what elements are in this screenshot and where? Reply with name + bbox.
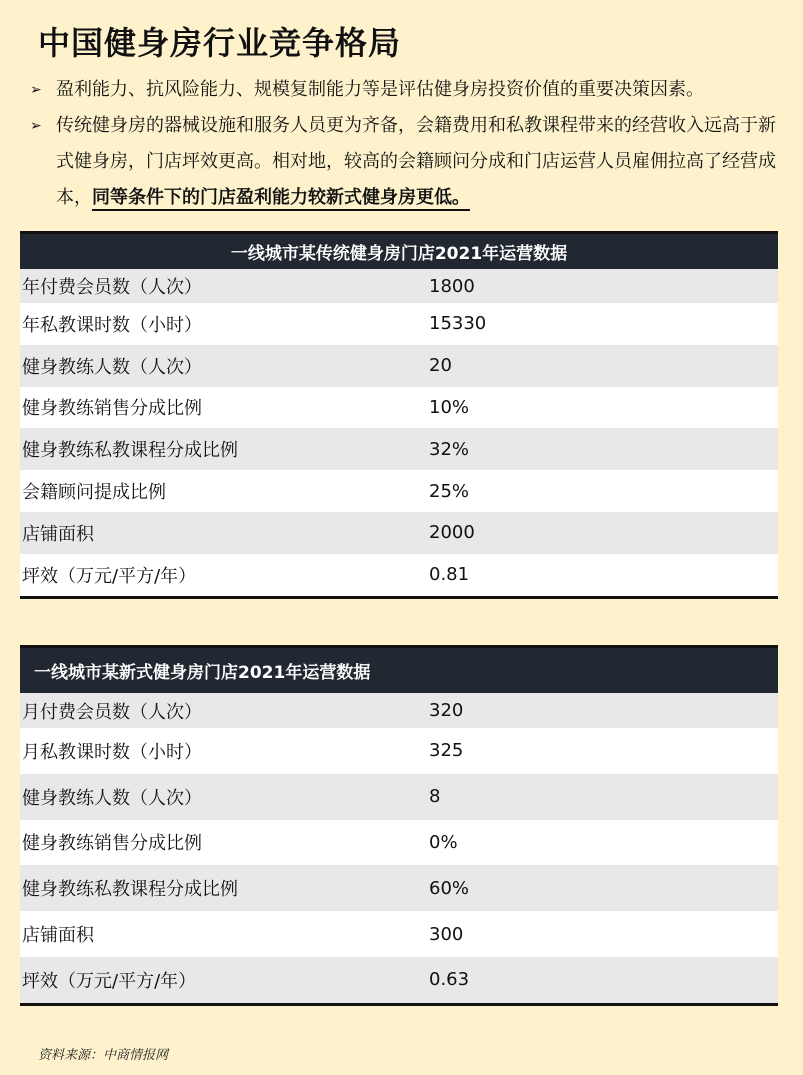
row-label: 坪效（万元/平方/年） xyxy=(22,970,197,992)
row-label: 月私教课时数（小时） xyxy=(22,741,202,763)
arrow-bullet-icon: ➢ xyxy=(30,82,42,98)
table-row xyxy=(20,470,778,512)
table-row xyxy=(20,911,778,957)
row-label: 月付费会员数（人次） xyxy=(22,701,202,723)
row-value: 15330 xyxy=(429,313,487,335)
row-label: 年私教课时数（小时） xyxy=(22,314,202,336)
table-header: 一线城市某新式健身房门店2021年运营数据 xyxy=(20,645,778,693)
bullet-text-2: 传统健身房的器械设施和服务人员更为齐备，会籍费用和私教课程带来的经营收入远高于新式健身房，门店坪效更高。相对地，较高的会籍顾问分成和门店运营人员雇佣拉高了经营成本， xyxy=(56,115,776,208)
row-value: 1800 xyxy=(429,275,475,297)
row-label: 店铺面积 xyxy=(22,925,94,947)
row-value: 32% xyxy=(429,438,470,460)
bullet-item-2 xyxy=(30,108,790,216)
table-row xyxy=(20,693,778,728)
row-value: 8 xyxy=(429,786,441,808)
table-body xyxy=(20,693,778,1003)
page-title: 中国健身房行业竞争格局 xyxy=(38,24,402,62)
row-label: 健身教练销售分成比例 xyxy=(22,398,202,420)
row-label: 健身教练私教课程分成比例 xyxy=(22,440,238,462)
bullet-item-1 xyxy=(30,72,790,108)
row-value: 0% xyxy=(429,831,458,853)
row-label: 健身教练人数（人次） xyxy=(22,356,202,378)
table-row xyxy=(20,512,778,554)
row-value: 10% xyxy=(429,396,470,418)
table-body xyxy=(20,269,778,596)
table-row xyxy=(20,303,778,345)
row-value: 0.81 xyxy=(429,564,470,586)
row-value: 300 xyxy=(429,923,464,945)
table-row xyxy=(20,554,778,596)
source-note: 资料来源：中商情报网 xyxy=(38,1048,169,1063)
row-value: 2000 xyxy=(429,522,475,544)
new-gym-table xyxy=(20,645,778,1006)
table-row xyxy=(20,957,778,1003)
arrow-bullet-icon: ➢ xyxy=(30,118,42,134)
row-label: 健身教练销售分成比例 xyxy=(22,833,202,855)
row-label: 健身教练私教课程分成比例 xyxy=(22,879,238,901)
table-header: 一线城市某传统健身房门店2021年运营数据 xyxy=(20,231,778,269)
table-row xyxy=(20,428,778,470)
row-value: 0.63 xyxy=(429,969,470,991)
row-label: 健身教练人数（人次） xyxy=(22,787,202,809)
row-label: 店铺面积 xyxy=(22,523,94,545)
row-value: 60% xyxy=(429,877,470,899)
row-value: 325 xyxy=(429,740,464,762)
table-row xyxy=(20,269,778,303)
row-label: 坪效（万元/平方/年） xyxy=(22,565,197,587)
row-value: 20 xyxy=(429,355,452,377)
row-value: 320 xyxy=(429,700,464,721)
row-label: 会籍顾问提成比例 xyxy=(22,482,166,504)
traditional-gym-table xyxy=(20,231,778,599)
bullet-list xyxy=(30,72,790,216)
row-value: 25% xyxy=(429,480,470,502)
bullet-text-1: 盈利能力、抗风险能力、规模复制能力等是评估健身房投资价值的重要决策因素。 xyxy=(56,79,704,100)
row-label: 年付费会员数（人次） xyxy=(22,277,202,298)
table-row xyxy=(20,345,778,387)
table-row xyxy=(20,728,778,774)
table-row xyxy=(20,865,778,911)
table-row xyxy=(20,774,778,820)
bullet-text-2-emphasis: 同等条件下的门店盈利能力较新式健身房更低。 xyxy=(92,187,470,211)
table-row xyxy=(20,820,778,866)
table-row xyxy=(20,387,778,429)
